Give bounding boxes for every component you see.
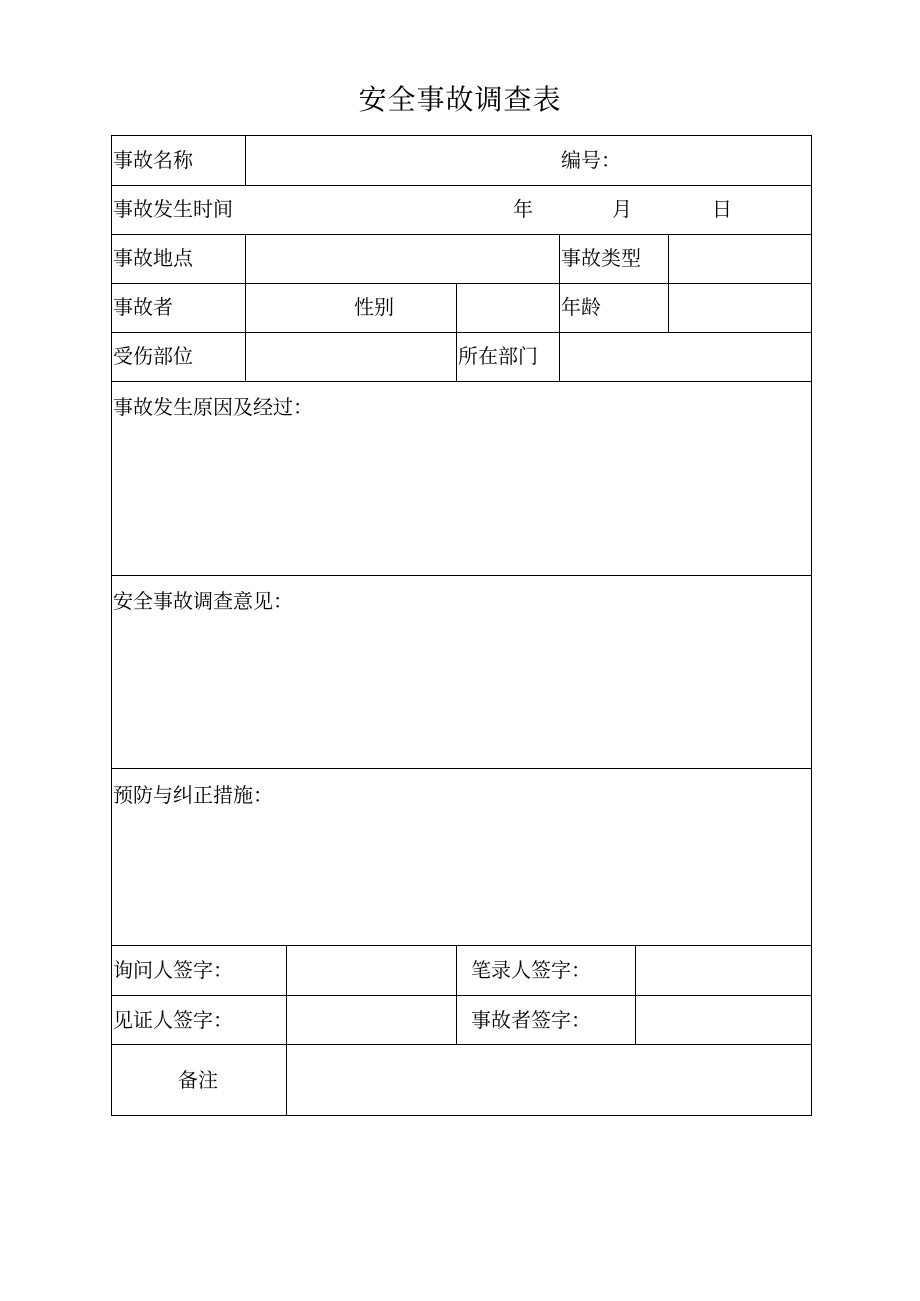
opinion-field[interactable] <box>113 619 810 766</box>
day-label: 日 <box>712 197 732 221</box>
inquirer-sign-label: 询问人签字： <box>113 958 233 982</box>
department-label: 所在部门 <box>458 344 538 368</box>
row-divider <box>111 1044 812 1045</box>
col-divider <box>456 945 457 1044</box>
opinion-label: 安全事故调查意见： <box>113 589 293 613</box>
department-field[interactable] <box>561 334 810 380</box>
page-title: 安全事故调查表 <box>358 83 562 116</box>
cause-field[interactable] <box>113 425 810 573</box>
accident-investigation-form <box>111 135 812 1116</box>
person-sign-field[interactable] <box>637 997 810 1043</box>
injured-part-field[interactable] <box>247 334 455 380</box>
year-label: 年 <box>513 197 533 221</box>
col-divider <box>245 135 246 185</box>
serial-no-label: 编号： <box>561 148 621 172</box>
accident-type-field[interactable] <box>670 236 810 282</box>
accident-person-label: 事故者 <box>113 295 173 319</box>
occurrence-time-label: 事故发生时间 <box>113 197 233 221</box>
location-label: 事故地点 <box>113 246 193 270</box>
inquirer-sign-field[interactable] <box>288 947 455 994</box>
recorder-sign-label: 笔录人签字： <box>471 958 591 982</box>
border-bottom <box>111 1115 812 1116</box>
col-divider <box>286 945 287 1116</box>
col-divider <box>668 234 669 332</box>
row-divider <box>111 332 812 333</box>
row-divider <box>111 234 812 235</box>
row-divider <box>111 575 812 576</box>
row-divider <box>111 381 812 382</box>
col-divider <box>456 283 457 381</box>
row-divider <box>111 995 812 996</box>
row-divider <box>111 768 812 769</box>
prevention-label: 预防与纠正措施： <box>113 783 273 807</box>
border-top <box>111 135 812 136</box>
accident-person-field[interactable] <box>247 285 347 331</box>
row-divider <box>111 283 812 284</box>
witness-sign-label: 见证人签字： <box>113 1008 233 1032</box>
gender-field[interactable] <box>458 285 558 331</box>
location-field[interactable] <box>247 236 558 282</box>
remarks-label: 备注 <box>178 1068 218 1092</box>
col-divider <box>635 945 636 1044</box>
person-sign-label: 事故者签字： <box>471 1008 591 1032</box>
cause-label: 事故发生原因及经过： <box>113 395 313 419</box>
injured-part-label: 受伤部位 <box>113 344 193 368</box>
month-label: 月 <box>612 197 632 221</box>
age-label: 年龄 <box>561 295 601 319</box>
col-divider <box>245 332 246 381</box>
serial-no-field[interactable] <box>621 137 809 184</box>
col-divider <box>559 234 560 381</box>
gender-label: 性别 <box>354 295 394 319</box>
witness-sign-field[interactable] <box>288 997 455 1043</box>
accident-type-label: 事故类型 <box>561 246 641 270</box>
recorder-sign-field[interactable] <box>637 947 810 994</box>
remarks-field[interactable] <box>288 1046 810 1114</box>
accident-name-label: 事故名称 <box>113 148 193 172</box>
accident-name-field[interactable] <box>247 137 547 184</box>
prevention-field[interactable] <box>113 813 810 943</box>
col-divider <box>245 234 246 332</box>
age-field[interactable] <box>670 285 810 331</box>
row-divider <box>111 945 812 946</box>
